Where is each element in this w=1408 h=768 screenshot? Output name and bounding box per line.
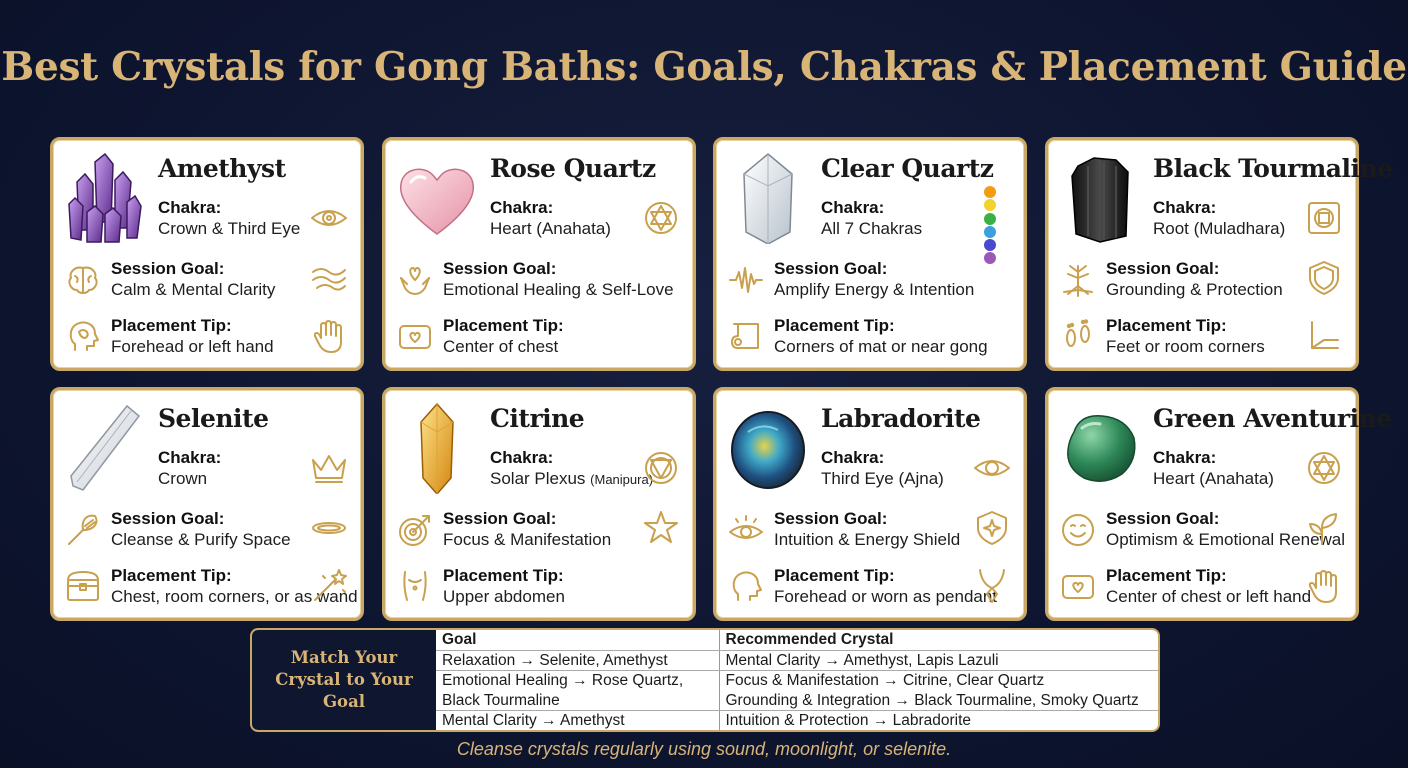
crystal-card-labradorite	[713, 387, 1027, 621]
goal-crystal-table	[436, 630, 1158, 731]
shield-icon	[1304, 260, 1344, 296]
page-title: Best Crystals for Gong Baths: Goals, Chakras & Placement Guide	[1, 44, 1407, 90]
placement-tip-label: Placement Tip:	[443, 566, 564, 585]
eye-icon	[972, 450, 1012, 486]
crystal-name: Citrine	[490, 404, 585, 433]
chakra-label: Chakra:	[1153, 198, 1217, 217]
eye-icon	[309, 200, 349, 236]
energy-wave-icon	[728, 262, 764, 298]
chakra-label: Chakra:	[821, 198, 885, 217]
seven-chakra-dots-icon	[984, 186, 998, 266]
crystal-card-rose-quartz	[382, 137, 696, 371]
placement-tip-label: Placement Tip:	[1106, 316, 1227, 335]
table-cell: Intuition & Protection → Labradorite	[725, 712, 972, 729]
rose-quartz-heart-icon	[397, 152, 477, 244]
chest-heart-icon	[1060, 568, 1096, 604]
footprints-icon	[1060, 318, 1096, 354]
green-aventurine-stone-icon	[1060, 402, 1140, 494]
chakra-value: All 7 Chakras	[821, 219, 923, 238]
crystal-name: Green Aventurine	[1153, 404, 1392, 433]
placement-tip-label: Placement Tip:	[111, 566, 232, 585]
placement-tip-value: Forehead or left hand	[111, 337, 274, 356]
citrine-crystal-icon	[397, 402, 477, 494]
match-table-title: Match Your Crystal to Your Goal	[252, 630, 436, 730]
chakra-value	[490, 469, 653, 489]
crystal-card-clear-quartz	[713, 137, 1027, 371]
root-chakra-icon	[1304, 200, 1344, 236]
footer-note: Cleanse crystals regularly using sound, moonlight, or selenite.	[456, 739, 952, 759]
table-cell: Emotional Healing → Rose Quartz, Black Tourmaline	[436, 671, 719, 711]
solar-plexus-chakra-icon	[641, 450, 681, 486]
table-row	[436, 671, 1158, 711]
chakra-dot	[984, 213, 996, 225]
table-cell: Mental Clarity → Amethyst, Lapis Lazuli	[719, 650, 1158, 671]
session-goal-label: Session Goal:	[1106, 509, 1220, 528]
treasure-chest-icon	[65, 568, 101, 604]
star-icon	[641, 510, 681, 546]
chakra-label: Chakra:	[158, 448, 222, 467]
raised-hand-icon	[309, 318, 349, 354]
chakra-dot	[984, 186, 996, 198]
table-cell: Mental Clarity → Amethyst	[436, 711, 719, 731]
magic-wand-icon	[309, 568, 349, 604]
table-row	[436, 711, 1158, 731]
session-goal-value: Focus & Manifestation	[443, 530, 612, 549]
crown-icon	[309, 450, 349, 486]
crystal-card-black-tourmaline	[1045, 137, 1393, 371]
session-goal-value: Cleanse & Purify Space	[111, 530, 291, 549]
brain-icon	[65, 262, 101, 298]
chakra-value-note: (Manipura)	[590, 472, 654, 487]
crystal-card-green-aventurine	[1045, 387, 1392, 621]
crystal-name: Black Tourmaline	[1153, 154, 1393, 183]
raised-hand-icon	[1304, 568, 1344, 604]
chakra-dot	[984, 239, 996, 251]
match-crystal-table	[250, 628, 1160, 732]
heart-chakra-icon	[1304, 450, 1344, 486]
chakra-label: Chakra:	[490, 198, 554, 217]
session-goal-label: Session Goal:	[111, 259, 225, 278]
crystal-name: Clear Quartz	[821, 154, 994, 183]
placement-tip-value: Forehead or worn as pendant	[774, 587, 998, 606]
tree-roots-icon	[1060, 262, 1096, 298]
placement-tip-label: Placement Tip:	[774, 566, 895, 585]
chakra-value: Heart (Anahata)	[1153, 469, 1274, 488]
crystal-name: Selenite	[158, 404, 269, 433]
labradorite-stone-icon	[728, 402, 808, 494]
chakra-value-main: Solar Plexus	[490, 469, 586, 488]
hands-heart-icon	[397, 262, 433, 298]
chakra-dot	[984, 252, 996, 264]
chakra-label: Chakra:	[158, 198, 222, 217]
placement-tip-value: Upper abdomen	[443, 587, 565, 606]
crystal-name: Rose Quartz	[490, 154, 656, 183]
head-profile-icon	[728, 568, 764, 604]
heart-chakra-icon	[641, 200, 681, 236]
session-goal-label: Session Goal:	[774, 259, 888, 278]
session-goal-label: Session Goal:	[443, 509, 557, 528]
black-tourmaline-crystal-icon	[1060, 152, 1140, 244]
chakra-label: Chakra:	[490, 448, 554, 467]
session-goal-value: Emotional Healing & Self-Love	[443, 280, 674, 299]
chakra-dot	[984, 199, 996, 211]
table-header-crystal: Recommended Crystal	[719, 630, 1158, 650]
target-arrow-icon	[397, 512, 433, 548]
crystal-card-citrine	[382, 387, 696, 621]
whisk-broom-icon	[65, 512, 101, 548]
session-goal-value: Amplify Energy & Intention	[774, 280, 975, 299]
wind-wave-icon	[309, 260, 349, 296]
crystal-card-selenite	[50, 387, 364, 621]
pendant-necklace-icon	[972, 568, 1012, 604]
session-goal-value: Grounding & Protection	[1106, 280, 1283, 299]
third-eye-icon	[728, 512, 764, 548]
placement-tip-label: Placement Tip:	[111, 316, 232, 335]
shield-sparkle-icon	[972, 510, 1012, 546]
crystal-name: Labradorite	[821, 404, 981, 433]
chest-heart-icon	[397, 318, 433, 354]
placement-tip-value: Chest, room corners, or as wand	[111, 587, 358, 606]
clear-quartz-crystal-icon	[728, 152, 808, 244]
session-goal-value: Intuition & Energy Shield	[774, 530, 961, 549]
table-header-row	[436, 630, 1158, 650]
room-corner-icon	[1304, 318, 1344, 354]
sprout-leaf-icon	[1304, 510, 1344, 546]
head-profile-icon	[65, 318, 101, 354]
chakra-value: Root (Muladhara)	[1153, 219, 1286, 238]
table-cell: Relaxation → Selenite, Amethyst	[436, 650, 719, 671]
table-cell: Focus & Manifestation → Citrine, Clear Quartz Grounding & Integration → Black Tourmaline, Smoky Quartz	[719, 671, 1158, 711]
selenite-wand-icon	[65, 402, 145, 494]
session-goal-label: Session Goal:	[774, 509, 888, 528]
table-row	[436, 650, 1158, 671]
chakra-value: Crown	[158, 469, 208, 488]
placement-tip-value: Center of chest or left hand	[1106, 587, 1312, 606]
table-header-goal: Goal	[436, 630, 719, 650]
yoga-mat-icon	[728, 318, 764, 354]
placement-tip-value: Feet or room corners	[1106, 337, 1265, 356]
halo-ring-icon	[309, 510, 349, 546]
crystal-card-amethyst	[50, 137, 364, 371]
session-goal-value: Calm & Mental Clarity	[111, 280, 276, 299]
chakra-dot	[984, 226, 996, 238]
session-goal-label: Session Goal:	[443, 259, 557, 278]
placement-tip-label: Placement Tip:	[774, 316, 895, 335]
chakra-value: Heart (Anahata)	[490, 219, 611, 238]
session-goal-label: Session Goal:	[111, 509, 225, 528]
placement-tip-label: Placement Tip:	[1106, 566, 1227, 585]
chakra-value: Third Eye (Ajna)	[821, 469, 944, 488]
chakra-label: Chakra:	[821, 448, 885, 467]
amethyst-crystal-icon	[65, 152, 145, 244]
session-goal-label: Session Goal:	[1106, 259, 1220, 278]
abdomen-icon	[397, 568, 433, 604]
placement-tip-value: Center of chest	[443, 337, 559, 356]
placement-tip-value: Corners of mat or near gong	[774, 337, 988, 356]
placement-tip-label: Placement Tip:	[443, 316, 564, 335]
smiley-face-icon	[1060, 512, 1096, 548]
crystal-name: Amethyst	[158, 154, 286, 183]
chakra-value: Crown & Third Eye	[158, 219, 301, 238]
chakra-label: Chakra:	[1153, 448, 1217, 467]
session-goal-value: Optimism & Emotional Renewal	[1106, 530, 1346, 549]
